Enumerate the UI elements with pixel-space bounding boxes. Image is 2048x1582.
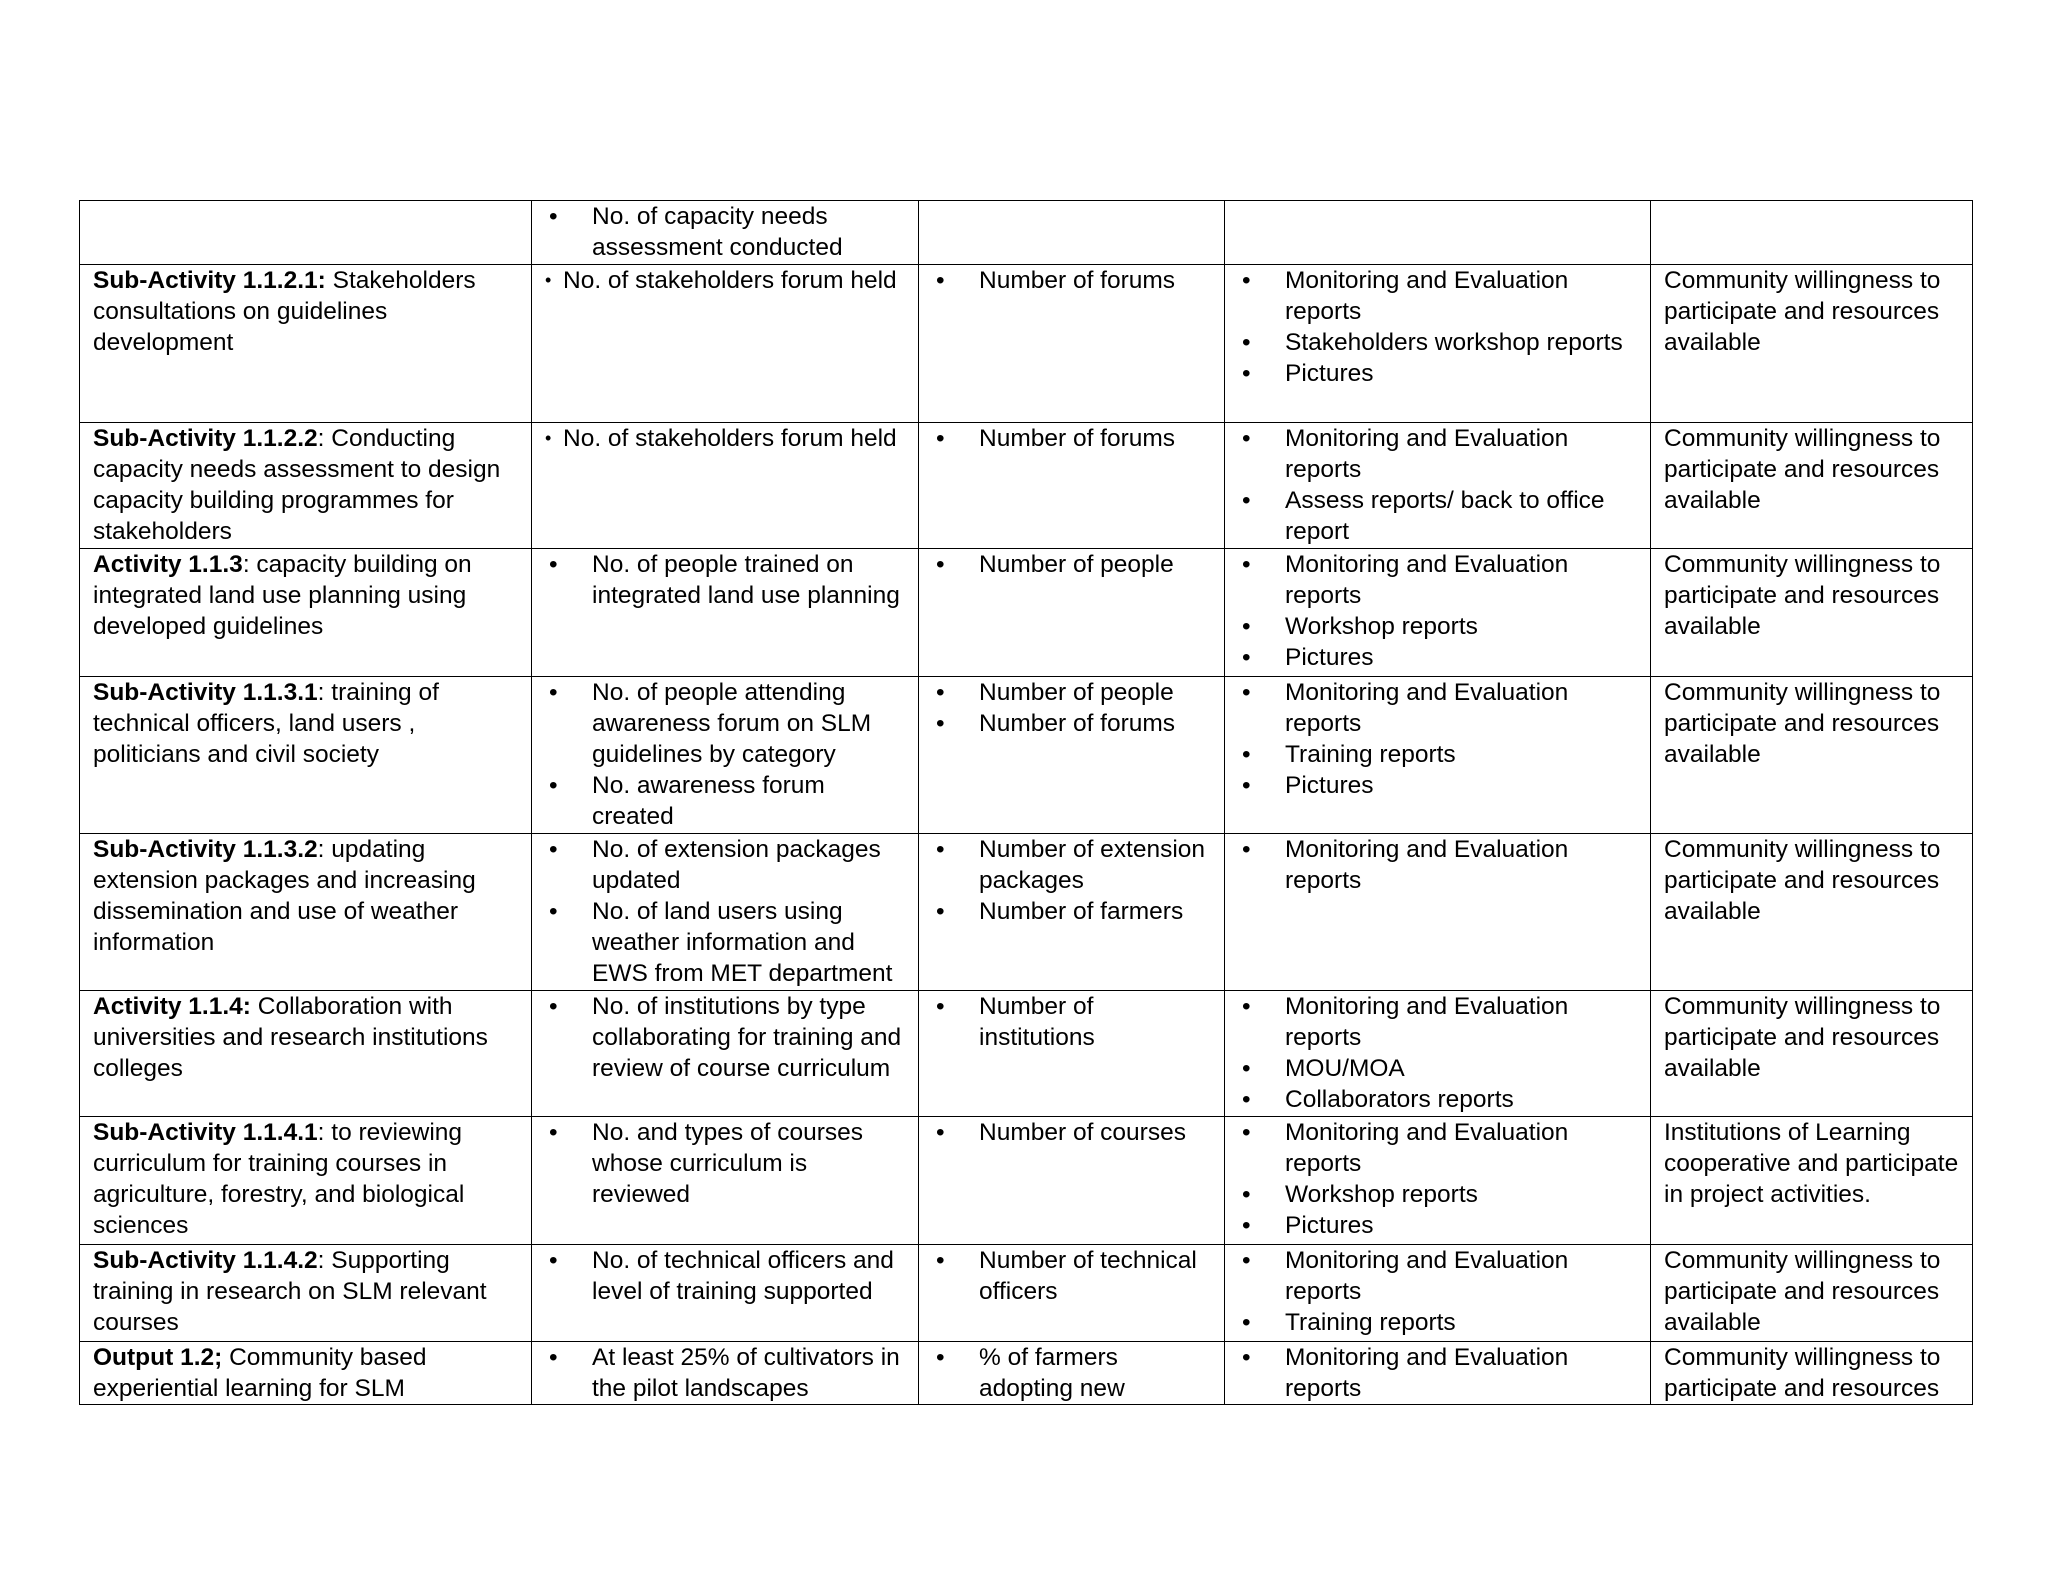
verification-item: • Collaborators reports [1238, 1084, 1640, 1115]
assumption-text: Community willingness to participate and resources [1664, 1344, 1941, 1402]
assumption-cell [1651, 1342, 1973, 1405]
activity-cell [80, 265, 532, 423]
measure-item: • Number of technical officers [932, 1245, 1214, 1307]
verification-cell [1225, 1342, 1651, 1405]
assumption-cell [1651, 423, 1973, 549]
verification-cell [1225, 834, 1651, 991]
indicator-item: • No. of stakeholders forum held [545, 265, 908, 296]
measure-item: • % of farmers adopting new [932, 1342, 1214, 1404]
assumption-text: Institutions of Learning cooperative and participate in project activities. [1664, 1119, 1959, 1208]
assumption-text: Community willingness to participate and resources available [1664, 993, 1941, 1082]
table-row [80, 423, 1973, 549]
logframe-table [79, 200, 1973, 1405]
table-row [80, 1245, 1973, 1342]
measure-cell [919, 201, 1225, 265]
measure-cell [919, 423, 1225, 549]
activity-description: : capacity building on integrated land use planning using developed guidelines [93, 551, 472, 640]
measure-item: • Number of forums [932, 265, 1214, 296]
verification-cell [1225, 423, 1651, 549]
assumption-cell [1651, 549, 1973, 677]
activity-cell [80, 1342, 532, 1405]
verification-item: • Workshop reports [1238, 1179, 1640, 1210]
measure-item: • Number of courses [932, 1117, 1214, 1148]
indicator-item: • No. of people trained on integrated land use planning [545, 549, 908, 611]
indicator-cell [532, 834, 919, 991]
assumption-cell [1651, 991, 1973, 1117]
verification-item: • Training reports [1238, 1307, 1640, 1338]
assumption-text: Community willingness to participate and resources available [1664, 836, 1941, 925]
activity-label: Sub-Activity 1.1.2.1: [93, 267, 326, 294]
indicator-item: • No. of extension packages updated [545, 834, 908, 896]
activity-cell [80, 201, 532, 265]
activity-cell [80, 677, 532, 834]
activity-label: Sub-Activity 1.1.3.2 [93, 836, 318, 863]
indicator-cell [532, 201, 919, 265]
indicator-cell [532, 677, 919, 834]
measure-cell [919, 265, 1225, 423]
table-row [80, 201, 1973, 265]
activity-cell [80, 1245, 532, 1342]
assumption-cell [1651, 1245, 1973, 1342]
verification-item: • Monitoring and Evaluation reports [1238, 1117, 1640, 1179]
verification-cell [1225, 201, 1651, 265]
assumption-cell [1651, 201, 1973, 265]
assumption-text: Community willingness to participate and resources available [1664, 679, 1941, 768]
verification-cell [1225, 1117, 1651, 1245]
indicator-cell [532, 549, 919, 677]
activity-description: : training of technical officers, land users , politicians and civil society [93, 679, 439, 768]
indicator-cell [532, 991, 919, 1117]
verification-item: • Monitoring and Evaluation reports [1238, 1245, 1640, 1307]
indicator-cell [532, 265, 919, 423]
measure-item: • Number of people [932, 549, 1214, 580]
indicator-item: • No. of institutions by type collaborating for training and review of course curriculum [545, 991, 908, 1084]
verification-cell [1225, 677, 1651, 834]
verification-item: • Assess reports/ back to office report [1238, 485, 1640, 547]
activity-label: Activity 1.1.4: [93, 993, 251, 1020]
measure-item: • Number of forums [932, 708, 1214, 739]
verification-item: • Monitoring and Evaluation reports [1238, 549, 1640, 611]
verification-item: • Training reports [1238, 739, 1640, 770]
indicator-item: • At least 25% of cultivators in the pilot landscapes [545, 1342, 908, 1404]
indicator-cell [532, 1117, 919, 1245]
verification-item: • Monitoring and Evaluation reports [1238, 834, 1640, 896]
assumption-cell [1651, 1117, 1973, 1245]
activity-label: Activity 1.1.3 [93, 551, 243, 578]
table-row [80, 834, 1973, 991]
indicator-cell [532, 423, 919, 549]
verification-item: • MOU/MOA [1238, 1053, 1640, 1084]
measure-cell [919, 1117, 1225, 1245]
assumption-text: Community willingness to participate and resources available [1664, 425, 1941, 514]
verification-item: • Monitoring and Evaluation reports [1238, 265, 1640, 327]
activity-description: : to reviewing curriculum for training courses in agriculture, forestry, and biological sciences [93, 1119, 465, 1239]
activity-cell [80, 1117, 532, 1245]
measure-cell [919, 677, 1225, 834]
verification-item: • Monitoring and Evaluation reports [1238, 991, 1640, 1053]
measure-item: • Number of extension packages [932, 834, 1214, 896]
verification-item: • Monitoring and Evaluation reports [1238, 677, 1640, 739]
measure-cell [919, 1245, 1225, 1342]
indicator-item: • No. of stakeholders forum held [545, 423, 908, 454]
measure-cell [919, 549, 1225, 677]
activity-label: Sub-Activity 1.1.2.2 [93, 425, 318, 452]
verification-cell [1225, 1245, 1651, 1342]
activity-description: : Conducting capacity needs assessment to design capacity building programmes for stakeholders [93, 425, 501, 545]
assumption-cell [1651, 834, 1973, 991]
activity-label: Sub-Activity 1.1.3.1 [93, 679, 318, 706]
activity-cell [80, 991, 532, 1117]
measure-cell [919, 1342, 1225, 1405]
indicator-cell [532, 1342, 919, 1405]
table-row [80, 991, 1973, 1117]
activity-label: Sub-Activity 1.1.4.2 [93, 1247, 318, 1274]
measure-item: • Number of people [932, 677, 1214, 708]
table-row [80, 549, 1973, 677]
indicator-item: • No. of capacity needs assessment conducted [545, 201, 908, 263]
activity-description: Stakeholders consultations on guidelines development [93, 267, 476, 356]
verification-item: • Monitoring and Evaluation reports [1238, 1342, 1640, 1404]
activity-description: : updating extension packages and increasing dissemination and use of weather information [93, 836, 476, 956]
verification-item: • Monitoring and Evaluation reports [1238, 423, 1640, 485]
assumption-text: Community willingness to participate and resources available [1664, 1247, 1941, 1336]
assumption-text: Community willingness to participate and resources available [1664, 267, 1941, 356]
indicator-item: • No. of technical officers and level of training supported [545, 1245, 908, 1307]
verification-item: • Stakeholders workshop reports [1238, 327, 1640, 358]
assumption-cell [1651, 677, 1973, 834]
indicator-cell [532, 1245, 919, 1342]
activity-description: : Supporting training in research on SLM relevant courses [93, 1247, 487, 1336]
verification-cell [1225, 265, 1651, 423]
activity-cell [80, 423, 532, 549]
activity-label: Sub-Activity 1.1.4.1 [93, 1119, 318, 1146]
assumption-text: Community willingness to participate and resources available [1664, 551, 1941, 640]
assumption-cell [1651, 265, 1973, 423]
measure-item: • Number of forums [932, 423, 1214, 454]
indicator-item: • No. awareness forum created [545, 770, 908, 832]
verification-cell [1225, 991, 1651, 1117]
activity-cell [80, 834, 532, 991]
measure-item: • Number of farmers [932, 896, 1214, 927]
activity-cell [80, 549, 532, 677]
verification-item: • Pictures [1238, 1210, 1640, 1241]
verification-item: • Workshop reports [1238, 611, 1640, 642]
indicator-item: • No. of land users using weather information and EWS from MET department [545, 896, 908, 989]
indicator-item: • No. of people attending awareness forum on SLM guidelines by category [545, 677, 908, 770]
measure-cell [919, 991, 1225, 1117]
verification-cell [1225, 549, 1651, 677]
activity-description: Collaboration with universities and research institutions colleges [93, 993, 488, 1082]
indicator-item: • No. and types of courses whose curriculum is reviewed [545, 1117, 908, 1210]
activity-description: Community based experiential learning for SLM [93, 1344, 427, 1402]
verification-item: • Pictures [1238, 642, 1640, 673]
verification-item: • Pictures [1238, 770, 1640, 801]
table-row [80, 1117, 1973, 1245]
table-row [80, 1342, 1973, 1405]
verification-item: • Pictures [1238, 358, 1640, 389]
table-row [80, 677, 1973, 834]
measure-item: • Number of institutions [932, 991, 1214, 1053]
measure-cell [919, 834, 1225, 991]
table-row [80, 265, 1973, 423]
activity-label: Output 1.2; [93, 1344, 223, 1371]
